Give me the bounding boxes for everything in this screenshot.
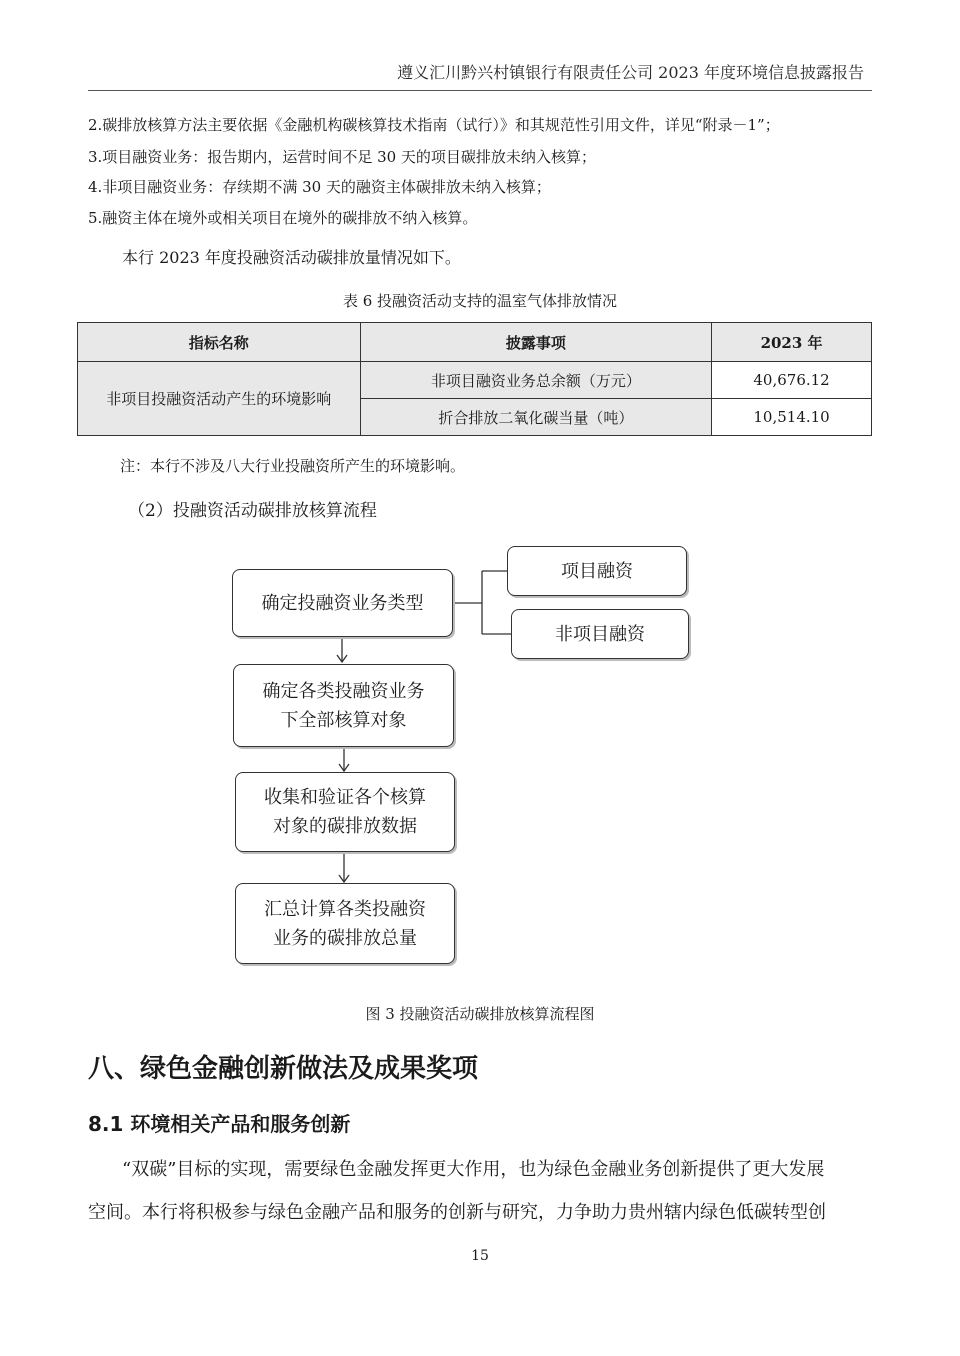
header-year: 2023 年 [712,323,872,362]
value-cell: 40,676.12 [712,362,872,399]
flow-section-title: （2）投融资活动碳排放核算流程 [128,501,377,521]
report-header-title: 遵义汇川黔兴村镇银行有限责任公司 2023 年度环境信息披露报告 [397,63,864,82]
intro-sentence: 本行 2023 年度投融资活动碳排放量情况如下。 [122,248,461,267]
item-cell: 折合排放二氧化碳当量（吨） [360,399,712,436]
list-item-5: 5.融资主体在境外或相关项目在境外的碳排放不纳入核算。 [88,209,478,227]
subsection-heading: 8.1 环境相关产品和服务创新 [88,1112,351,1136]
flow-step-determine-type: 确定投融资业务类型 [232,569,453,637]
list-item-2: 2.碳排放核算方法主要依据《金融机构碳核算技术指南（试行）》和其规范性引用文件，详见“附录－1”； [88,116,780,134]
flow-branch-non-project-financing: 非项目融资 [511,609,689,659]
table-caption: 表 6 投融资活动支持的温室气体排放情况 [342,292,618,310]
flow-step-collect-data: 收集和验证各个核算 对象的碳排放数据 [235,772,455,852]
list-item-4: 4.非项目融资业务：存续期不满 30 天的融资主体碳排放未纳入核算； [88,178,551,196]
section-heading: 八、绿色金融创新做法及成果奖项 [88,1054,479,1084]
page-number: 15 [471,1248,489,1264]
value-cell: 10,514.10 [712,399,872,436]
paragraph-line-1: “双碳”目标的实现，需要绿色金融发挥更大作用，也为绿色金融业务创新提供了更大发展 [122,1159,825,1180]
flow-step-sum-emissions: 汇总计算各类投融资 业务的碳排放总量 [235,883,455,964]
item-cell: 非项目融资业务总余额（万元） [360,362,712,399]
list-item-3: 3.项目融资业务：报告期内，运营时间不足 30 天的项目碳排放未纳入核算； [88,148,596,166]
indicator-cell: 非项目投融资活动产生的环境影响 [78,362,361,436]
figure-caption: 图 3 投融资活动碳排放核算流程图 [365,1005,595,1023]
header-indicator: 指标名称 [78,323,361,362]
table-note: 注：本行不涉及八大行业投融资所产生的环境影响。 [120,457,466,475]
header-item: 披露事项 [360,323,712,362]
flow-step-determine-objects: 确定各类投融资业务 下全部核算对象 [233,664,454,747]
paragraph-line-2: 空间。本行将积极参与绿色金融产品和服务的创新与研究，力争助力贵州辖内绿色低碳转型创 [88,1202,826,1223]
flow-branch-project-financing: 项目融资 [507,546,687,596]
